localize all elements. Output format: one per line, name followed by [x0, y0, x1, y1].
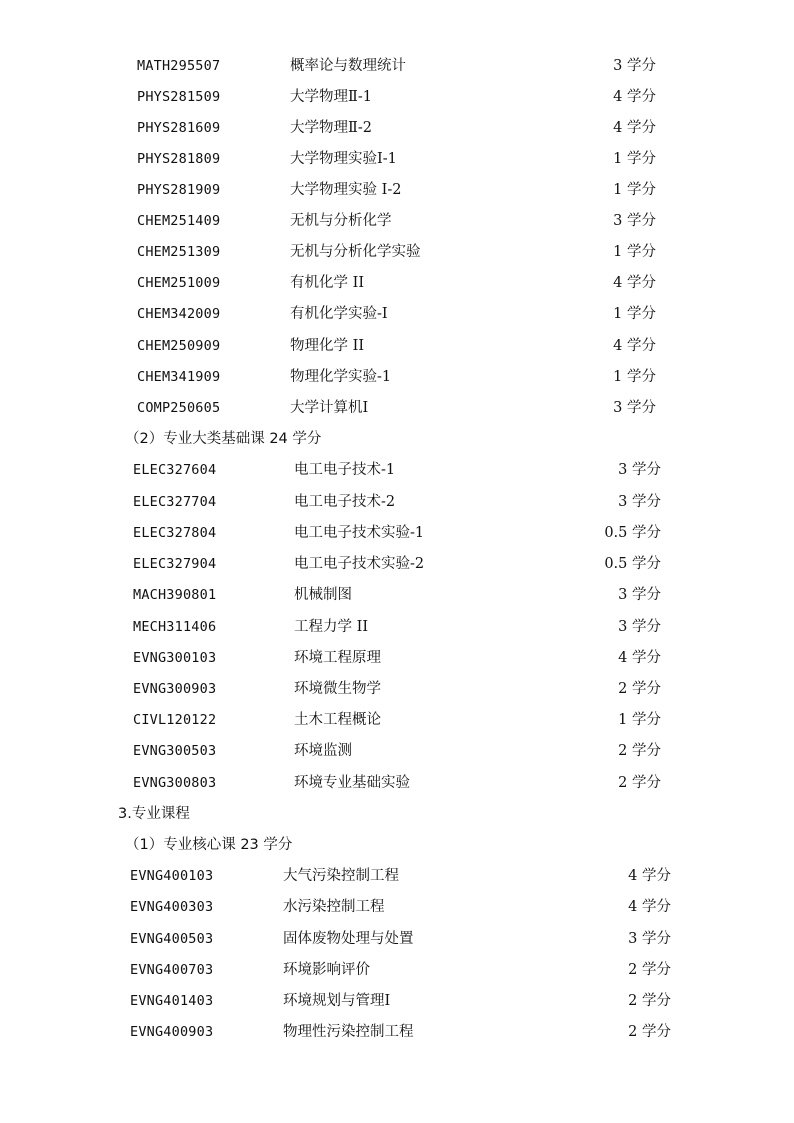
section-title: 3.专业课程 [118, 806, 190, 822]
course-code: PHYS281609 [137, 120, 221, 136]
course-name: 物理性污染控制工程 [283, 1024, 414, 1040]
course-code: CHEM250909 [137, 338, 221, 354]
course-credit: 2 学分 [618, 775, 661, 791]
course-name: 工程力学 II [294, 619, 369, 635]
course-code: CIVL120122 [133, 712, 217, 728]
course-code: PHYS281509 [137, 89, 221, 105]
course-name: 环境影响评价 [283, 962, 370, 978]
course-code: PHYS281809 [137, 151, 221, 167]
course-code: COMP250605 [137, 400, 221, 416]
course-credit: 0.5 学分 [604, 525, 661, 541]
course-credit: 3 学分 [613, 400, 656, 416]
course-name: 大学计算机Ⅰ [290, 400, 369, 416]
course-code: EVNG400103 [130, 868, 214, 884]
course-name: 无机与分析化学 [290, 213, 392, 229]
course-credit: 3 学分 [613, 213, 656, 229]
course-credit: 2 学分 [628, 962, 671, 978]
course-code: ELEC327804 [133, 525, 217, 541]
course-code: EVNG401403 [130, 993, 214, 1009]
course-code: ELEC327704 [133, 494, 217, 510]
course-code: CHEM251409 [137, 213, 221, 229]
section-title: （2）专业大类基础课 24 学分 [125, 431, 322, 447]
course-credit: 0.5 学分 [604, 556, 661, 572]
course-credit: 3 学分 [618, 462, 661, 478]
course-credit: 2 学分 [628, 993, 671, 1009]
course-name: 环境监测 [294, 743, 352, 759]
section-title: （1）专业核心课 23 学分 [125, 837, 293, 853]
course-name: 大学物理实验 I-2 [290, 182, 402, 198]
course-credit: 3 学分 [618, 587, 661, 603]
course-code: CHEM251009 [137, 275, 221, 291]
course-name: 电工电子技术-1 [294, 462, 396, 478]
course-name: 无机与分析化学实验 [290, 244, 421, 260]
course-name: 大学物理Ⅱ-2 [290, 120, 372, 136]
course-credit: 4 学分 [613, 89, 656, 105]
course-code: EVNG300903 [133, 681, 217, 697]
course-credit: 1 学分 [613, 369, 656, 385]
course-credit: 1 学分 [613, 151, 656, 167]
course-code: EVNG400703 [130, 962, 214, 978]
course-code: ELEC327604 [133, 462, 217, 478]
course-code: EVNG300503 [133, 743, 217, 759]
course-name: 概率论与数理统计 [290, 58, 406, 74]
course-code: CHEM251309 [137, 244, 221, 260]
course-name: 机械制图 [294, 587, 352, 603]
course-credit: 3 学分 [613, 58, 656, 74]
course-name: 大学物理实验Ⅰ-1 [290, 151, 397, 167]
course-name: 电工电子技术-2 [294, 494, 396, 510]
course-credit: 3 学分 [618, 494, 661, 510]
course-name: 物理化学 II [290, 338, 365, 354]
course-name: 物理化学实验-1 [290, 369, 392, 385]
course-code: EVNG400303 [130, 899, 214, 915]
course-name: 水污染控制工程 [283, 899, 385, 915]
course-credit: 2 学分 [618, 743, 661, 759]
course-code: CHEM342009 [137, 306, 221, 322]
course-name: 环境工程原理 [294, 650, 381, 666]
course-credit: 4 学分 [613, 120, 656, 136]
course-code: MECH311406 [133, 619, 217, 635]
course-name: 大学物理Ⅱ-1 [290, 89, 372, 105]
course-credit: 1 学分 [613, 182, 656, 198]
course-name: 电工电子技术实验-1 [294, 525, 425, 541]
course-credit: 4 学分 [613, 338, 656, 354]
course-credit: 1 学分 [613, 244, 656, 260]
course-code: EVNG300103 [133, 650, 217, 666]
course-name: 土木工程概论 [294, 712, 381, 728]
course-name: 环境微生物学 [294, 681, 381, 697]
course-credit: 4 学分 [628, 868, 671, 884]
course-name: 有机化学实验-I [290, 306, 388, 322]
course-name: 固体废物处理与处置 [283, 931, 414, 947]
course-code: EVNG400503 [130, 931, 214, 947]
course-name: 环境专业基础实验 [294, 775, 410, 791]
course-code: CHEM341909 [137, 369, 221, 385]
course-credit: 3 学分 [618, 619, 661, 635]
course-code: EVNG400903 [130, 1024, 214, 1040]
course-credit: 3 学分 [628, 931, 671, 947]
course-code: ELEC327904 [133, 556, 217, 572]
course-credit: 1 学分 [613, 306, 656, 322]
course-name: 电工电子技术实验-2 [294, 556, 425, 572]
course-code: PHYS281909 [137, 182, 221, 198]
course-credit: 1 学分 [618, 712, 661, 728]
course-credit: 2 学分 [628, 1024, 671, 1040]
course-name: 有机化学 II [290, 275, 365, 291]
course-credit: 4 学分 [628, 899, 671, 915]
course-code: EVNG300803 [133, 775, 217, 791]
course-credit: 4 学分 [613, 275, 656, 291]
course-name: 环境规划与管理Ⅰ [283, 993, 391, 1009]
course-code: MACH390801 [133, 587, 217, 603]
course-code: MATH295507 [137, 58, 221, 74]
course-credit: 4 学分 [618, 650, 661, 666]
course-name: 大气污染控制工程 [283, 868, 399, 884]
course-credit: 2 学分 [618, 681, 661, 697]
